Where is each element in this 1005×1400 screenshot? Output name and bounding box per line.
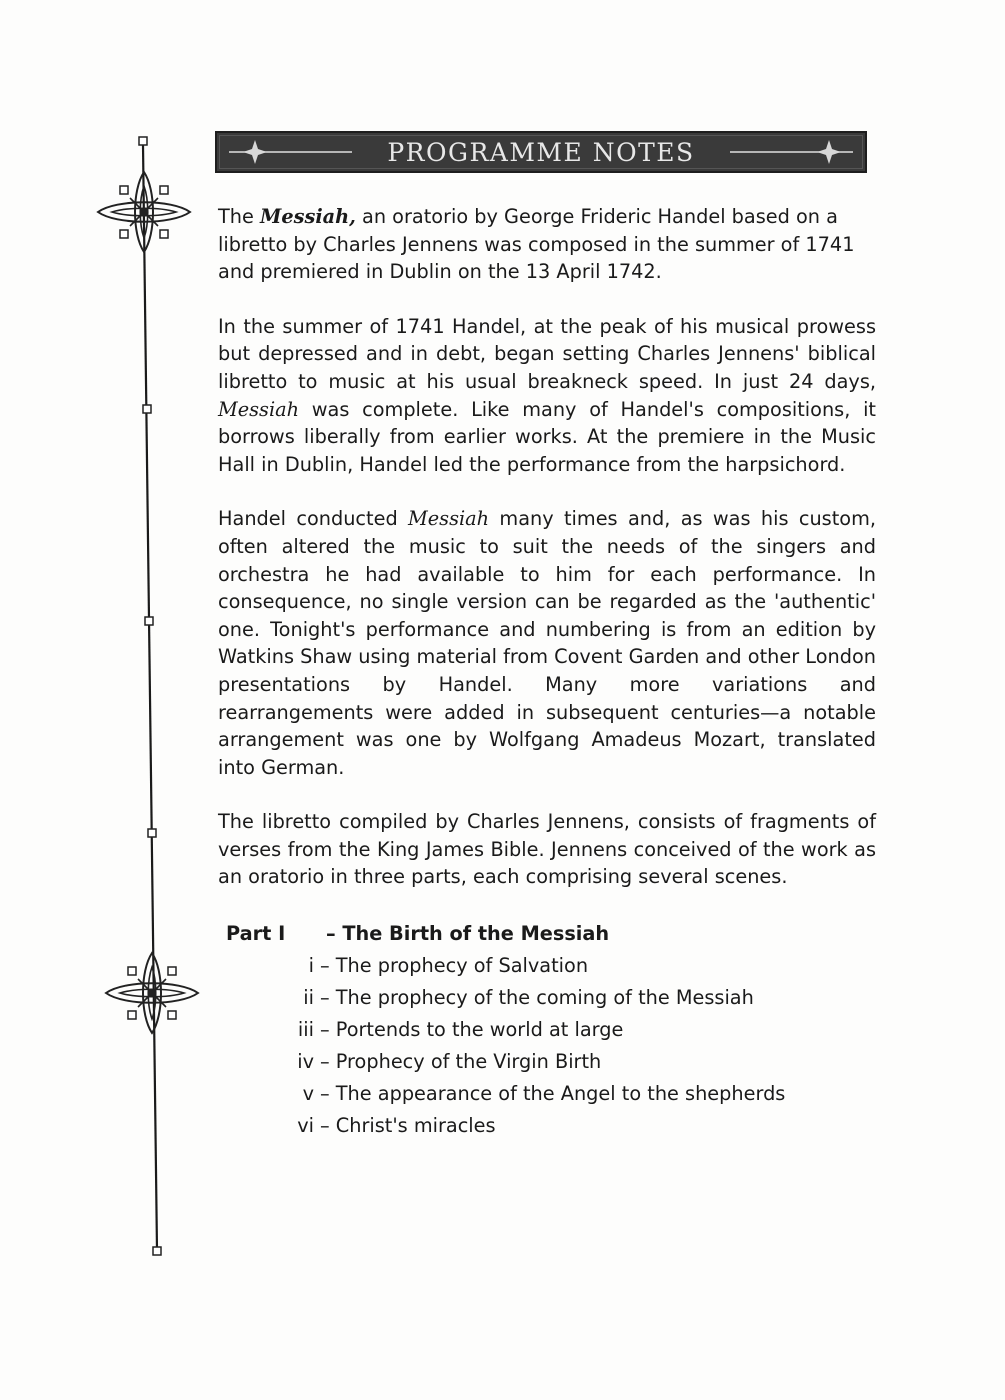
scene-item [218, 1110, 876, 1142]
work-title: Messiah [408, 507, 490, 531]
scene-number: iii [297, 1018, 314, 1042]
scene-number: vi [297, 1114, 314, 1138]
intro-paragraph: The Messiah, an oratorio by George Frideric Handel based on a libretto by Charles Jennens was composed in the summer of 1741 and premiered in Dublin on the 13 April 1742. [218, 205, 855, 284]
part-heading [218, 918, 876, 950]
scene-number: v [302, 1082, 314, 1106]
vertical-ornament [0, 0, 200, 1400]
work-title: Messiah, [260, 205, 356, 228]
scene-title: – The appearance of the Angel to the shepherds [320, 1082, 786, 1106]
programme-notes-banner [215, 131, 867, 173]
work-title: Messiah [218, 397, 300, 421]
part-title: – The Birth of the Messiah [326, 922, 610, 946]
versions-paragraph: Handel conducted Messiah many times and, as was his custom, often altered the music to suit the needs of the singers and orchestra he had available to him for each performance. In consequence, no single version can be regarded as the 'authentic' one. Tonight's performance and numbering is from an edition by Watkins Shaw using material from Covent Garden and other London presentations by Handel. Many more variations and rearrangements were added in subsequent centuries—a notable arrangement was one by Wolfgang Amadeus Mozart, translated into German. [218, 507, 876, 779]
part-label: Part I [226, 922, 286, 946]
scene-item [218, 950, 876, 982]
scene-item [218, 1046, 876, 1078]
scene-title: – Prophecy of the Virgin Birth [320, 1050, 602, 1074]
scene-number: ii [303, 986, 314, 1010]
libretto-paragraph: The libretto compiled by Charles Jennens, consists of fragments of verses from the King James Bible. Jennens conceived of the work as an oratorio in three parts, each comprising several scenes. [218, 810, 876, 889]
scene-title: – The prophecy of Salvation [320, 954, 589, 978]
scene-number: iv [297, 1050, 314, 1074]
scene-title: – Christ's miracles [320, 1114, 496, 1138]
scene-title: – The prophecy of the coming of the Messiah [320, 986, 754, 1010]
scene-number: i [308, 954, 314, 978]
scene-title: – Portends to the world at large [320, 1018, 624, 1042]
notes-body [218, 203, 876, 1142]
scene-item [218, 982, 876, 1014]
history-paragraph: In the summer of 1741 Handel, at the peak of his musical prowess but depressed and in debt, began setting Charles Jennens' biblical libretto to music at his usual breakneck speed. In just 24 days, Messiah was complete. Like many of Handel's compositions, it borrows liberally from earlier works. At the premiere in the Music Hall in Dublin, Handel led the performance from the harpsichord. [218, 314, 876, 476]
scene-item [218, 1014, 876, 1046]
page-title: PROGRAMME NOTES [377, 138, 704, 167]
scene-item [218, 1078, 876, 1110]
